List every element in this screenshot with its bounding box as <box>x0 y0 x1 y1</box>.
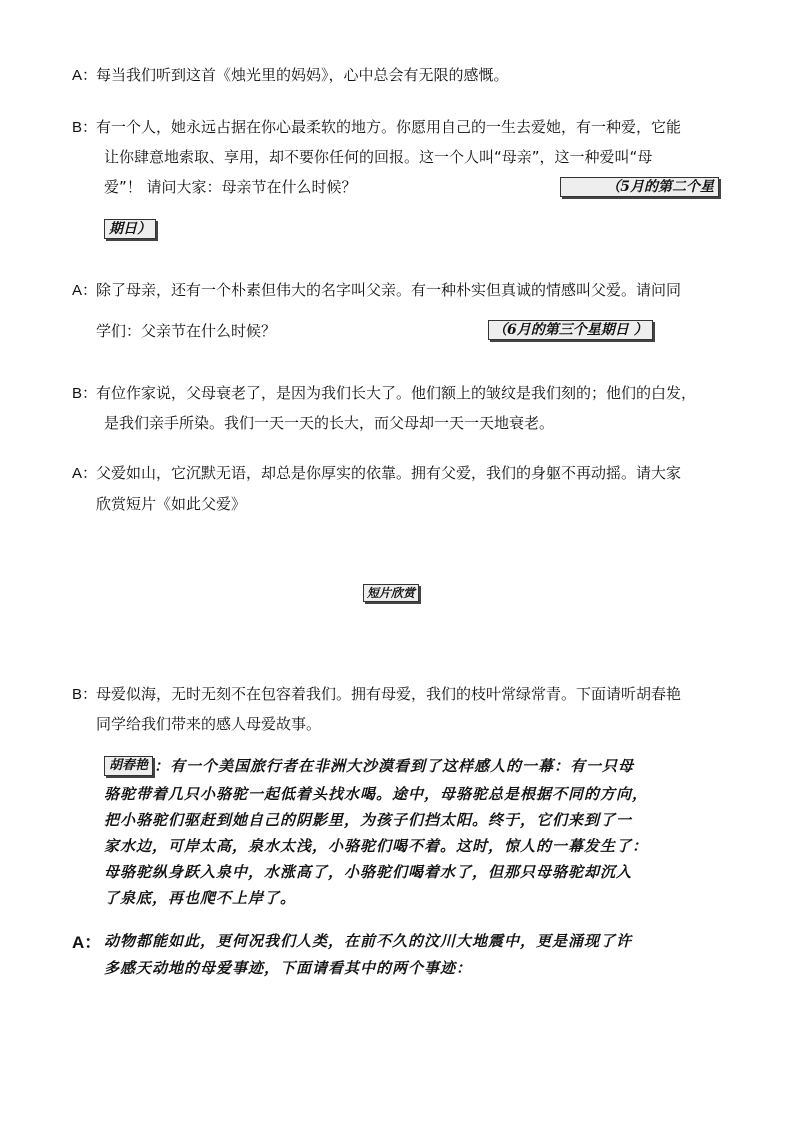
dialogue-text: 欣赏短片《如此父爱》 <box>96 495 247 513</box>
dialogue-text: 母爱似海，无时无刻不在包容着我们。拥有母爱，我们的枝叶常绿常青。下面请听胡春艳 <box>96 685 682 703</box>
answer-box: （6月的第三个星期日 ） <box>488 320 653 340</box>
speaker-label: A： <box>72 465 98 482</box>
story-text: 了泉底，再也爬不上岸了。 <box>104 889 297 907</box>
story-text: 骆驼带着几只小骆驼一起低着头找水喝。途中，母骆驼总是根据不同的方向， <box>104 785 649 803</box>
speaker-label: A： <box>72 282 98 299</box>
dialogue-text: 多感天动地的母爱事迹，下面请看其中的两个事迹： <box>104 959 473 977</box>
dialogue-text: 爱”！ 请问大家：母亲节在什么时候？ <box>104 178 357 196</box>
answer-box: （5月的第二个星 <box>560 177 719 197</box>
speaker-label: A： <box>72 933 102 952</box>
speaker-label: B： <box>72 686 98 703</box>
speaker-label: A： <box>72 67 98 84</box>
speaker-label: B： <box>72 119 98 136</box>
answer-box-continued: 期日） <box>104 219 156 239</box>
dialogue-text: 父爱如山，它沉默无语，却总是你厚实的依靠。拥有父爱，我们的身躯不再动摇。请大家 <box>96 464 682 482</box>
dialogue-text: 有一个人，她永远占据在你心最柔软的地方。你愿用自己的一生去爱她，有一种爱，它能 <box>96 118 682 136</box>
story-text: 家水边，可岸太高，泉水太浅，小骆驼们喝不着。这时，惊人的一幕发生了： <box>104 837 649 855</box>
dialogue-text: 学们：父亲节在什么时候？ <box>96 322 277 340</box>
dialogue-text: 有位作家说，父母衰老了，是因为我们长大了。他们额上的皱纹是我们刻的；他们的白发， <box>96 384 697 402</box>
story-text: ：有一个美国旅行者在非洲大沙漠看到了这样感人的一幕：有一只母 <box>154 757 635 775</box>
dialogue-text: 让你肆意地索取、享用，却不要你任何的回报。这一个人叫“母亲”，这一种爱叫“母 <box>104 148 653 166</box>
dialogue-text: 是我们亲手所染。我们一天一天的长大，而父母却一天一天地衰老。 <box>104 414 555 432</box>
speaker-label: B： <box>72 385 98 402</box>
story-narrator-box: 胡春艳 <box>104 756 153 776</box>
clip-label-box: 短片欣赏 <box>363 584 419 602</box>
story-text: 母骆驼纵身跃入泉中，水涨高了，小骆驼们喝着水了，但那只母骆驼却沉入 <box>104 863 633 881</box>
dialogue-text: 除了母亲，还有一个朴素但伟大的名字叫父亲。有一种朴实但真诚的情感叫父爱。请问同 <box>96 281 682 299</box>
dialogue-text: 每当我们听到这首《烛光里的妈妈》，心中总会有无限的感慨。 <box>96 66 509 84</box>
dialogue-text: 同学给我们带来的感人母爱故事。 <box>96 715 322 733</box>
story-text: 把小骆驼们驱赶到她自己的阴影里，为孩子们挡太阳。终于，它们来到了一 <box>104 811 633 829</box>
dialogue-text: 动物都能如此，更何况我们人类，在前不久的汶川大地震中，更是涌现了许 <box>104 932 633 950</box>
